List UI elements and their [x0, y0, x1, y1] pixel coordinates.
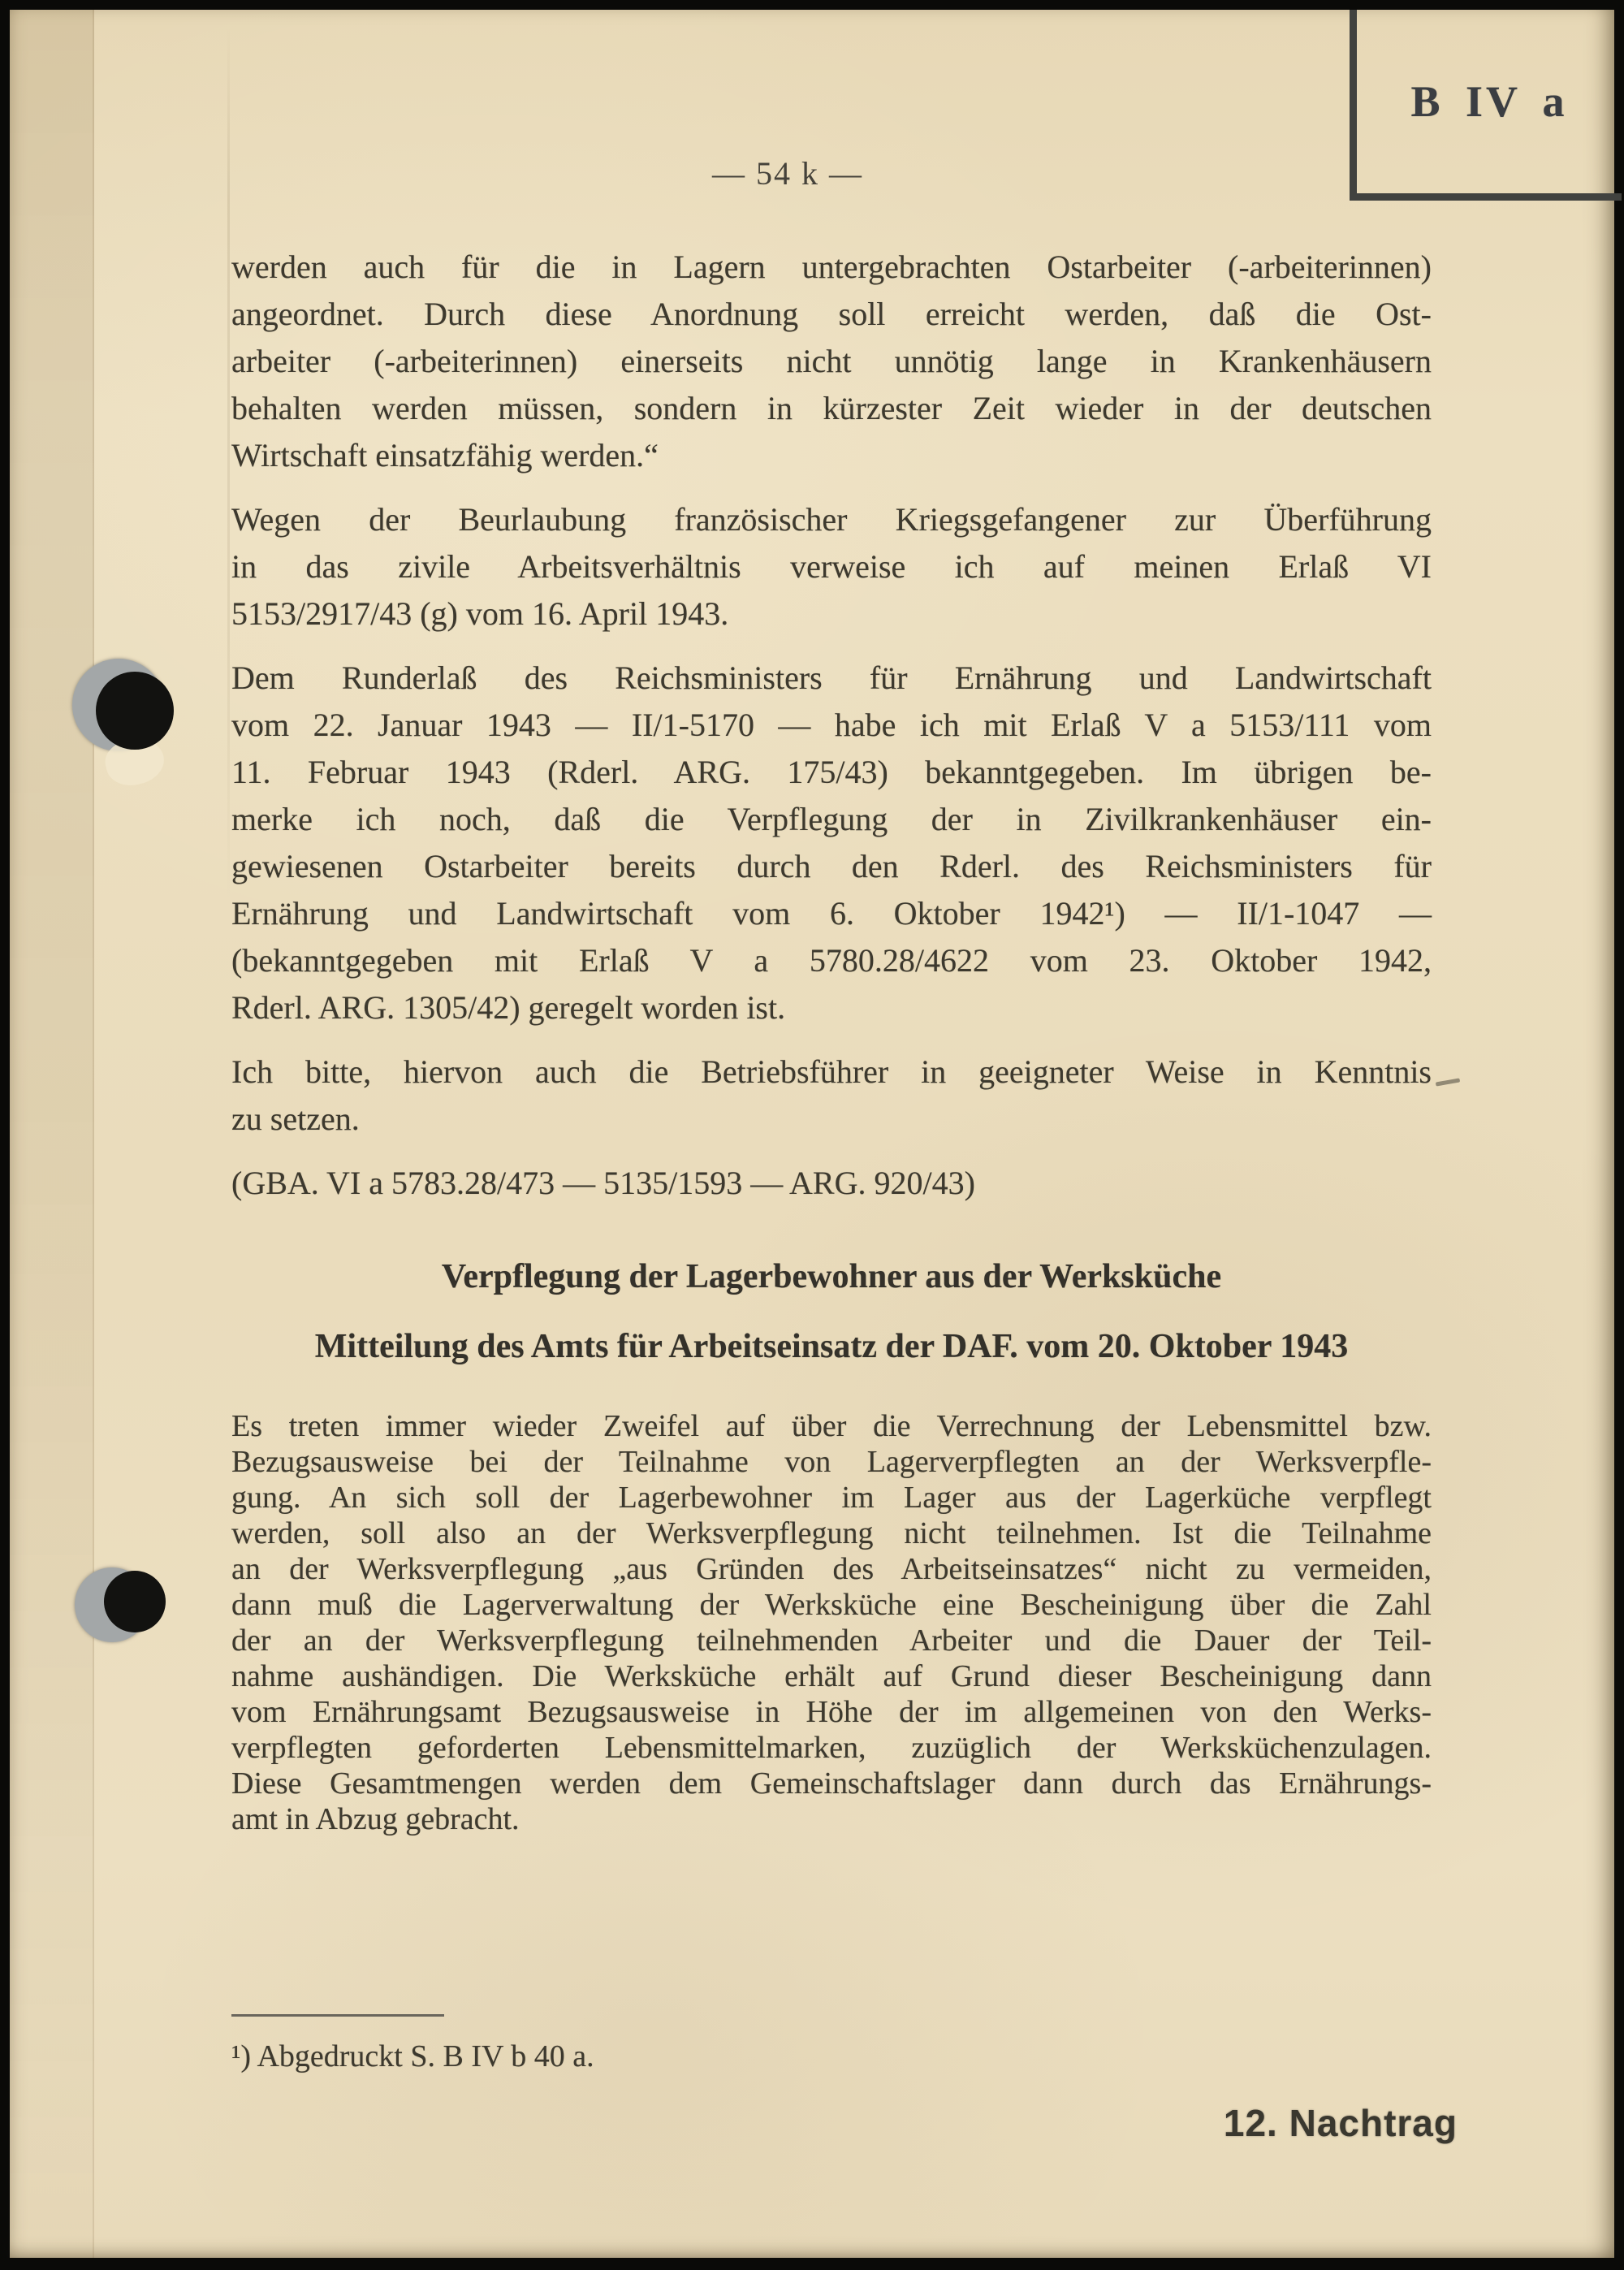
text-line: werden auch für die in Lagern untergebrachten Ostarbeiter (-arbeiterinnen) — [231, 249, 1432, 285]
document-content — [231, 244, 1432, 1837]
text-line: merke ich noch, daß die Verpflegung der in Zivilkrankenhäuser ein- — [231, 801, 1432, 837]
text-line: Wegen der Beurlaubung französischer Kriegsgefangener zur Überführung — [231, 501, 1432, 538]
footnote: ¹) Abgedruckt S. B IV b 40 a. — [231, 2039, 594, 2073]
text-line: der an der Werksverpflegung teilnehmenden Arbeiter und die Dauer der Teil- — [231, 1624, 1432, 1658]
stray-pencil-mark — [1436, 1078, 1460, 1086]
text-line: gewiesenen Ostarbeiter bereits durch den Rderl. des Reichsministers für — [231, 848, 1432, 884]
document-page — [10, 10, 1614, 2258]
section-headings — [231, 1257, 1432, 1366]
text-line: vom 22. Januar 1943 — II/1-5170 — habe ich mit Erlaß V a 5153/111 vom — [231, 707, 1432, 743]
text-line: nahme aushändigen. Die Werksküche erhält auf Grund dieser Bescheinigung dann — [231, 1659, 1432, 1693]
text-line: verpflegten geforderten Lebensmittelmarken, zuzüglich der Werksküchenzulagen. — [231, 1731, 1432, 1765]
text-line: an der Werksverpflegung „aus Gründen des Arbeitseinsatzes“ nicht zu vermeiden, — [231, 1552, 1432, 1586]
paragraph-ostarbeiter — [231, 244, 1432, 479]
text-line: Diese Gesamtmengen werden dem Gemeinschaftslager dann durch das Ernährungs- — [231, 1766, 1432, 1801]
text-line: 5153/2917/43 (g) vom 16. April 1943. — [231, 595, 729, 632]
text-line: zu setzen. — [231, 1100, 360, 1137]
footer-nachtrag: 12. Nachtrag — [1223, 2102, 1458, 2144]
text-line: Ernährung und Landwirtschaft vom 6. Oktober 1942¹) — II/1-1047 — — [231, 895, 1432, 932]
hole-punch-top — [96, 672, 174, 750]
section-tab-label: B IV a — [1410, 77, 1568, 126]
footnote-divider — [231, 2014, 444, 2017]
paragraph-runderlass — [231, 655, 1432, 1031]
text-line: (bekanntgegeben mit Erlaß V a 5780.28/4622 vom 23. Oktober 1942, — [231, 942, 1432, 979]
paragraph-betriebsfuehrer — [231, 1049, 1432, 1143]
text-line: (GBA. VI a 5783.28/473 — 5135/1593 — ARG. 920/43) — [231, 1165, 975, 1201]
text-line: amt in Abzug gebracht. — [231, 1802, 520, 1836]
page-edge-shading — [10, 10, 94, 2258]
hole-punch-bottom — [104, 1571, 166, 1632]
text-line: Dem Runderlaß des Reichsministers für Ernährung und Landwirtschaft — [231, 659, 1432, 696]
paper-crease — [227, 26, 230, 903]
text-line: arbeiter (-arbeiterinnen) einerseits nicht unnötig lange in Krankenhäusern — [231, 343, 1432, 379]
text-line: dann muß die Lagerverwaltung der Werksküche eine Bescheinigung über die Zahl — [231, 1588, 1432, 1622]
section-subtitle: Mitteilung des Amts für Arbeitseinsatz der DAF. vom 20. Oktober 1943 — [314, 1328, 1349, 1365]
paragraph-beurlaubung — [231, 496, 1432, 638]
text-line: angeordnet. Durch diese Anordnung soll erreicht werden, daß die Ost- — [231, 296, 1432, 332]
text-line: Es treten immer wieder Zweifel auf über die Verrechnung der Lebensmittel bzw. — [231, 1409, 1432, 1443]
text-line: Rderl. ARG. 1305/42) geregelt worden ist. — [231, 989, 786, 1026]
paragraph-aktenzeichen — [231, 1160, 1432, 1207]
section-title: Verpflegung der Lagerbewohner aus der Werksküche — [441, 1258, 1222, 1295]
text-line: Ich bitte, hiervon auch die Betriebsführer in geeigneter Weise in Kenntnis — [231, 1053, 1432, 1090]
text-line: behalten werden müssen, sondern in kürzester Zeit wieder in der deutschen — [231, 390, 1432, 426]
text-line: 11. Februar 1943 (Rderl. ARG. 175/43) bekanntgegeben. Im übrigen be- — [231, 754, 1432, 790]
text-line: in das zivile Arbeitsverhältnis verweise ich auf meinen Erlaß VI — [231, 548, 1432, 585]
section-tab-box — [1350, 10, 1622, 201]
text-line: Wirtschaft einsatzfähig werden.“ — [231, 437, 659, 473]
text-line: werden, soll also an der Werksverpflegung nicht teilnehmen. Ist die Teilnahme — [231, 1516, 1432, 1550]
page-number: — 54 k — — [712, 155, 863, 192]
text-line: Bezugsausweise bei der Teilnahme von Lagerverpflegten an der Werksverpfle- — [231, 1445, 1432, 1479]
text-line: gung. An sich soll der Lagerbewohner im Lager aus der Lagerküche verpflegt — [231, 1481, 1432, 1515]
text-line: vom Ernährungsamt Bezugsausweise in Höhe der im allgemeinen von den Werks- — [231, 1695, 1432, 1729]
paragraph-daf-mitteilung — [231, 1408, 1432, 1837]
